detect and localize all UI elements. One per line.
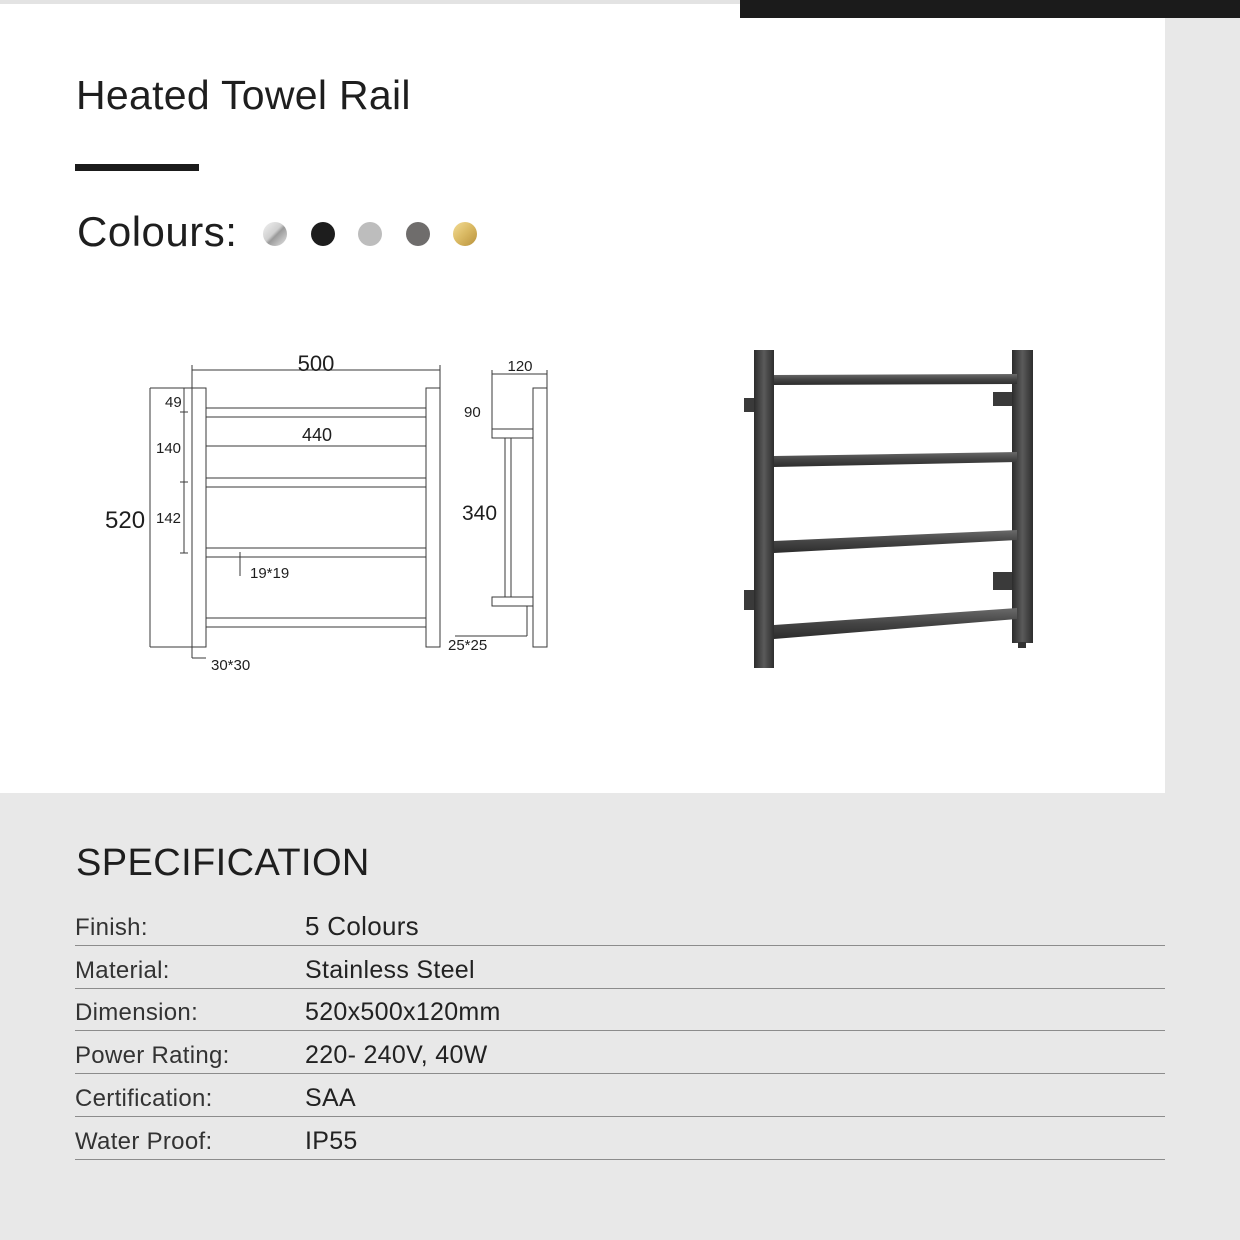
dim-bar-length: 440: [301, 425, 333, 445]
top-accent-line: [0, 0, 740, 4]
spec-key: Finish:: [75, 913, 148, 941]
spec-value: Stainless Steel: [305, 955, 475, 984]
spec-key: Dimension:: [75, 999, 199, 1027]
swatch-brushed-silver[interactable]: [358, 222, 382, 246]
spec-row-water-proof: [75, 1117, 1165, 1160]
spec-value: IP55: [305, 1126, 358, 1155]
dim-post-section: 30*30: [211, 657, 251, 674]
spec-value: 220- 240V, 40W: [305, 1041, 488, 1070]
specification-table: [75, 903, 1165, 1160]
product-image: [735, 340, 1045, 675]
dim-spacing-1: 140: [156, 440, 182, 457]
product-title: Heated Towel Rail: [76, 72, 411, 118]
spec-key: Material:: [75, 956, 170, 984]
spec-key: Power Rating:: [75, 1042, 230, 1070]
spec-row-dimension: [75, 989, 1165, 1032]
top-dark-bar: [740, 0, 1240, 18]
dim-spacing-top: 49: [165, 394, 182, 411]
dim-bar-section: 19*19: [250, 565, 290, 582]
dim-bracket-offset: 90: [464, 404, 481, 421]
colour-options: [77, 208, 501, 256]
swatch-chrome[interactable]: [263, 222, 287, 246]
right-margin-strip: [1165, 18, 1240, 793]
specification-heading: SPECIFICATION: [76, 842, 370, 884]
dim-bracket-spacing: 340: [462, 502, 498, 525]
dimension-drawing: [95, 340, 565, 685]
spec-row-certification: [75, 1074, 1165, 1117]
spec-row-material: [75, 946, 1165, 989]
spec-value: 5 Colours: [305, 910, 419, 941]
spec-value: SAA: [305, 1083, 356, 1112]
spec-key: Certification:: [75, 1084, 213, 1112]
dim-bracket-section: 25*25: [448, 637, 488, 654]
spec-value: 520x500x120mm: [305, 998, 501, 1027]
spec-row-power-rating: [75, 1031, 1165, 1074]
swatch-gunmetal[interactable]: [406, 222, 430, 246]
colours-label: Colours:: [77, 208, 238, 255]
dim-depth: 120: [507, 358, 533, 375]
dim-width: 500: [297, 351, 335, 376]
swatch-black[interactable]: [311, 222, 335, 246]
dim-spacing-2: 142: [156, 510, 182, 527]
spec-row-finish: [75, 903, 1165, 946]
colour-swatch-list: [263, 222, 501, 246]
title-underline: [75, 164, 199, 171]
swatch-brushed-gold[interactable]: [453, 222, 477, 246]
dim-height: 520: [105, 507, 146, 534]
spec-key: Water Proof:: [75, 1127, 213, 1155]
